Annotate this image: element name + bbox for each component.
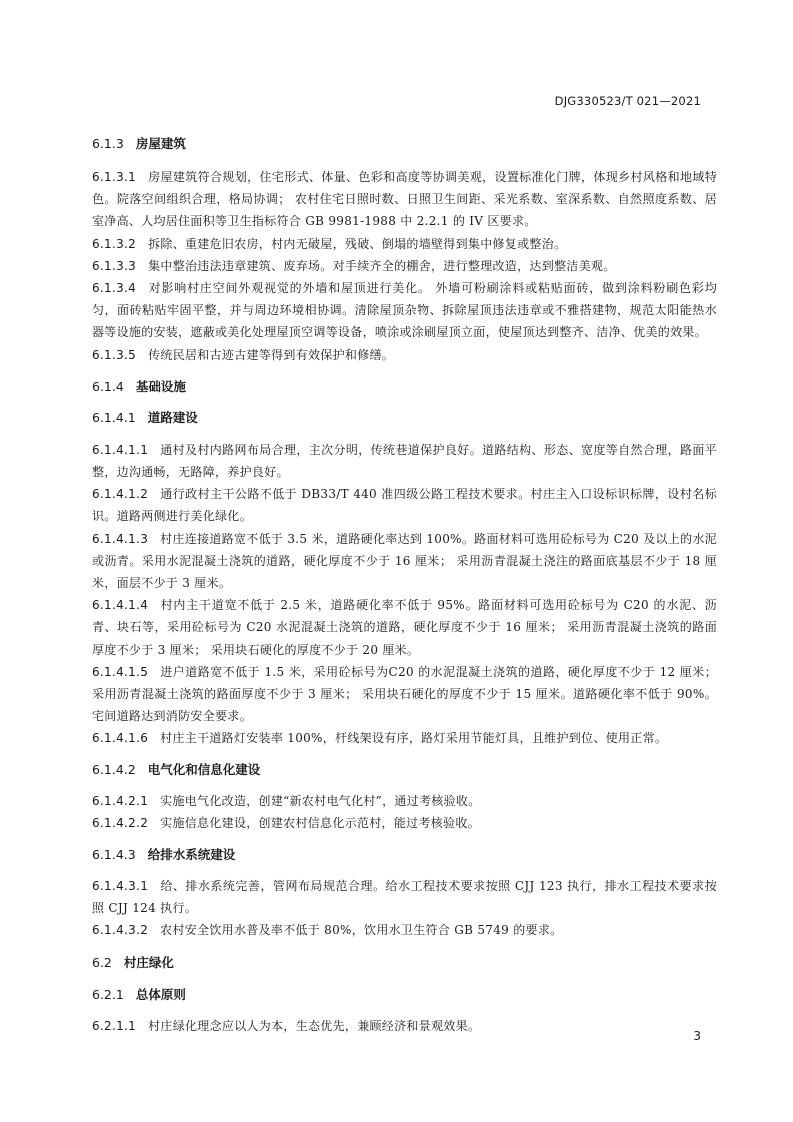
- clause-number: 6.1.4.1.5: [92, 664, 149, 679]
- clause-text: 实施信息化建设，创建农村信息化示范村，能过考核验收。: [160, 815, 480, 830]
- section-heading: [92, 843, 717, 866]
- clause-number: 6.1.4: [92, 378, 124, 394]
- clause-paragraph: [92, 790, 717, 812]
- clause-number: 6.1.3: [92, 136, 124, 151]
- clause-number: 6.1.4.1: [92, 409, 136, 425]
- clause-number: 6.1.4.3.2: [92, 923, 149, 938]
- clause-number: 6.1.3.1: [92, 170, 137, 184]
- section-heading: [92, 375, 717, 398]
- clause-text: 拆除、重建危旧农房，村内无破屋，残破、倒塌的墙壁得到集中修复或整治。: [148, 236, 567, 251]
- section-heading: [92, 758, 717, 781]
- clause-text: 通村及村内路网布局合理，主次分明，传统巷道保护良好。道路结构、形态、宽度等自然合理，路面平整，边沟通畅，无路障，养护良好。: [92, 442, 717, 480]
- section-title: 总体原则: [135, 986, 186, 1002]
- document-body: [92, 124, 717, 1037]
- clause-paragraph: [92, 344, 717, 366]
- clause-number: 6.1.3.2: [92, 236, 137, 251]
- clause-number: 6.2.1.1: [92, 1018, 137, 1033]
- clause-number: 6.1.4.1.4: [92, 598, 149, 613]
- clause-text: 村庄绿化理念应以人为本，生态优先，兼顾经济和景观效果。: [148, 1018, 481, 1033]
- clause-paragraph: [92, 166, 717, 233]
- clause-number: 6.1.4.1.6: [92, 731, 149, 746]
- clause-paragraph: [92, 528, 717, 595]
- clause-number: 6.2: [92, 954, 112, 970]
- clause-paragraph: [92, 1015, 717, 1037]
- section-heading: [92, 983, 717, 1006]
- clause-number: 6.1.4.3: [92, 847, 136, 863]
- clause-paragraph: [92, 483, 717, 527]
- clause-number: 6.1.3.5: [92, 347, 137, 362]
- clause-text: 村庄主干道路灯安装率 100%，杆线架设有序，路灯采用节能灯具，且维护到位、使用正常。: [160, 731, 668, 746]
- section-heading: [92, 951, 717, 974]
- clause-number: 6.1.3.4: [92, 281, 137, 296]
- section-title: 房屋建筑: [135, 136, 186, 151]
- clause-number: 6.2.1: [92, 986, 124, 1002]
- section-title: 电气化和信息化建设: [147, 761, 261, 777]
- clause-number: 6.1.4.1.1: [92, 442, 149, 457]
- clause-paragraph: [92, 919, 717, 941]
- clause-paragraph: [92, 277, 717, 344]
- clause-paragraph: [92, 233, 717, 255]
- clause-paragraph: [92, 812, 717, 834]
- clause-paragraph: [92, 439, 717, 483]
- section-title: 道路建设: [147, 409, 198, 425]
- section-title: 基础设施: [135, 378, 186, 394]
- clause-text: 对影响村庄空间外观视觉的外墙和屋顶进行美化。 外墙可粉刷涂料或粘贴面砖，做到涂料粉刷色彩均匀，面砖粘贴牢固平整，并与周边环境相协调。清除屋顶杂物、拆除屋顶违法违章或不雅搭建物，规范太阳能热水器等设施的安装，遮蔽或美化处理屋顶空调等设备，喷涂或涂刷屋顶立面，使屋顶达到整齐、洁净、优美的效果。: [92, 281, 717, 340]
- clause-number: 6.1.3.3: [92, 258, 137, 273]
- clause-text: 农村安全饮用水普及率不低于 80%，饮用水卫生符合 GB 5749 的要求。: [160, 923, 563, 938]
- section-heading: [92, 406, 717, 429]
- clause-number: 6.1.4.1.3: [92, 531, 149, 546]
- clause-paragraph: [92, 255, 717, 277]
- page-number: 3: [693, 1029, 701, 1043]
- clause-number: 6.1.4.2: [92, 761, 136, 777]
- clause-number: 6.1.4.1.2: [92, 487, 149, 502]
- section-heading: [92, 132, 717, 155]
- clause-text: 实施电气化改造，创建“新农村电气化村”，通过考核验收。: [160, 793, 481, 808]
- clause-paragraph: [92, 661, 717, 728]
- clause-paragraph: [92, 594, 717, 661]
- clause-paragraph: [92, 727, 717, 749]
- clause-text: 村内主干道宽不低于 2.5 米，道路硬化率不低于 95%。路面材料可选用砼标号为 C20 的水泥、沥青、块石等，采用砼标号为 C20 水泥混凝土浇筑的道路，硬化厚度不少于 16 厘米； 采用沥青混凝土浇筑的路面厚度不少于 3 厘米； 采用块石硬化的厚度不少于 20 厘米。: [92, 598, 717, 657]
- clause-text: 通行政村主干公路不低于 DB33/T 440 准四级公路工程技术要求。村庄主入口设标识标牌，设村名标识。道路两侧进行美化绿化。: [92, 487, 717, 524]
- clause-number: 6.1.4.2.2: [92, 815, 149, 830]
- clause-text: 集中整治违法违章建筑、废弃场。对手续齐全的棚舍，进行整理改造，达到整洁美观。: [148, 258, 616, 273]
- clause-number: 6.1.4.3.1: [92, 879, 149, 894]
- document-code: DJG330523/T 021—2021: [554, 94, 701, 108]
- clause-text: 给、排水系统完善，管网布局规范合理。给水工程技术要求按照 CJJ 123 执行，排水工程技术要求按照 CJJ 124 执行。: [92, 879, 717, 916]
- section-title: 给排水系统建设: [147, 847, 236, 863]
- clause-text: 进户道路宽不低于 1.5 米，采用砼标号为C20 的水泥混凝土浇筑的道路，硬化厚度不少于 12 厘米； 采用沥青混凝土浇筑的路面厚度不少于 3 厘米； 采用块石硬化的厚度不少于 15 厘米。道路硬化率不低于 90%。宅间道路达到消防安全要求。: [92, 664, 717, 724]
- clause-text: 村庄连接道路宽不低于 3.5 米，道路硬化率达到 100%。路面材料可选用砼标号为 C20 及以上的水泥或沥青。采用水泥混凝土浇筑的道路，硬化厚度不少于 16 厘米； 采用沥青混凝土浇注的路面底基层不少于 18 厘米，面层不少于 3 厘米。: [92, 531, 717, 591]
- clause-text: 房屋建筑符合规划，住宅形式、体量、色彩和高度等协调美观，设置标准化门牌，体现乡村风格和地域特色。院落空间组织合理，格局协调； 农村住宅日照时数、日照卫生间距、采光系数、室深系数、自然照度系数、居室净高、人均居住面积等卫生指标符合 GB 9981-1988 中 2.2.1 的 IV 区要求。: [92, 170, 717, 229]
- clause-text: 传统民居和古迹古建等得到有效保护和修缮。: [148, 347, 395, 362]
- clause-number: 6.1.4.2.1: [92, 793, 149, 808]
- section-title: 村庄绿化: [123, 954, 174, 970]
- clause-paragraph: [92, 875, 717, 919]
